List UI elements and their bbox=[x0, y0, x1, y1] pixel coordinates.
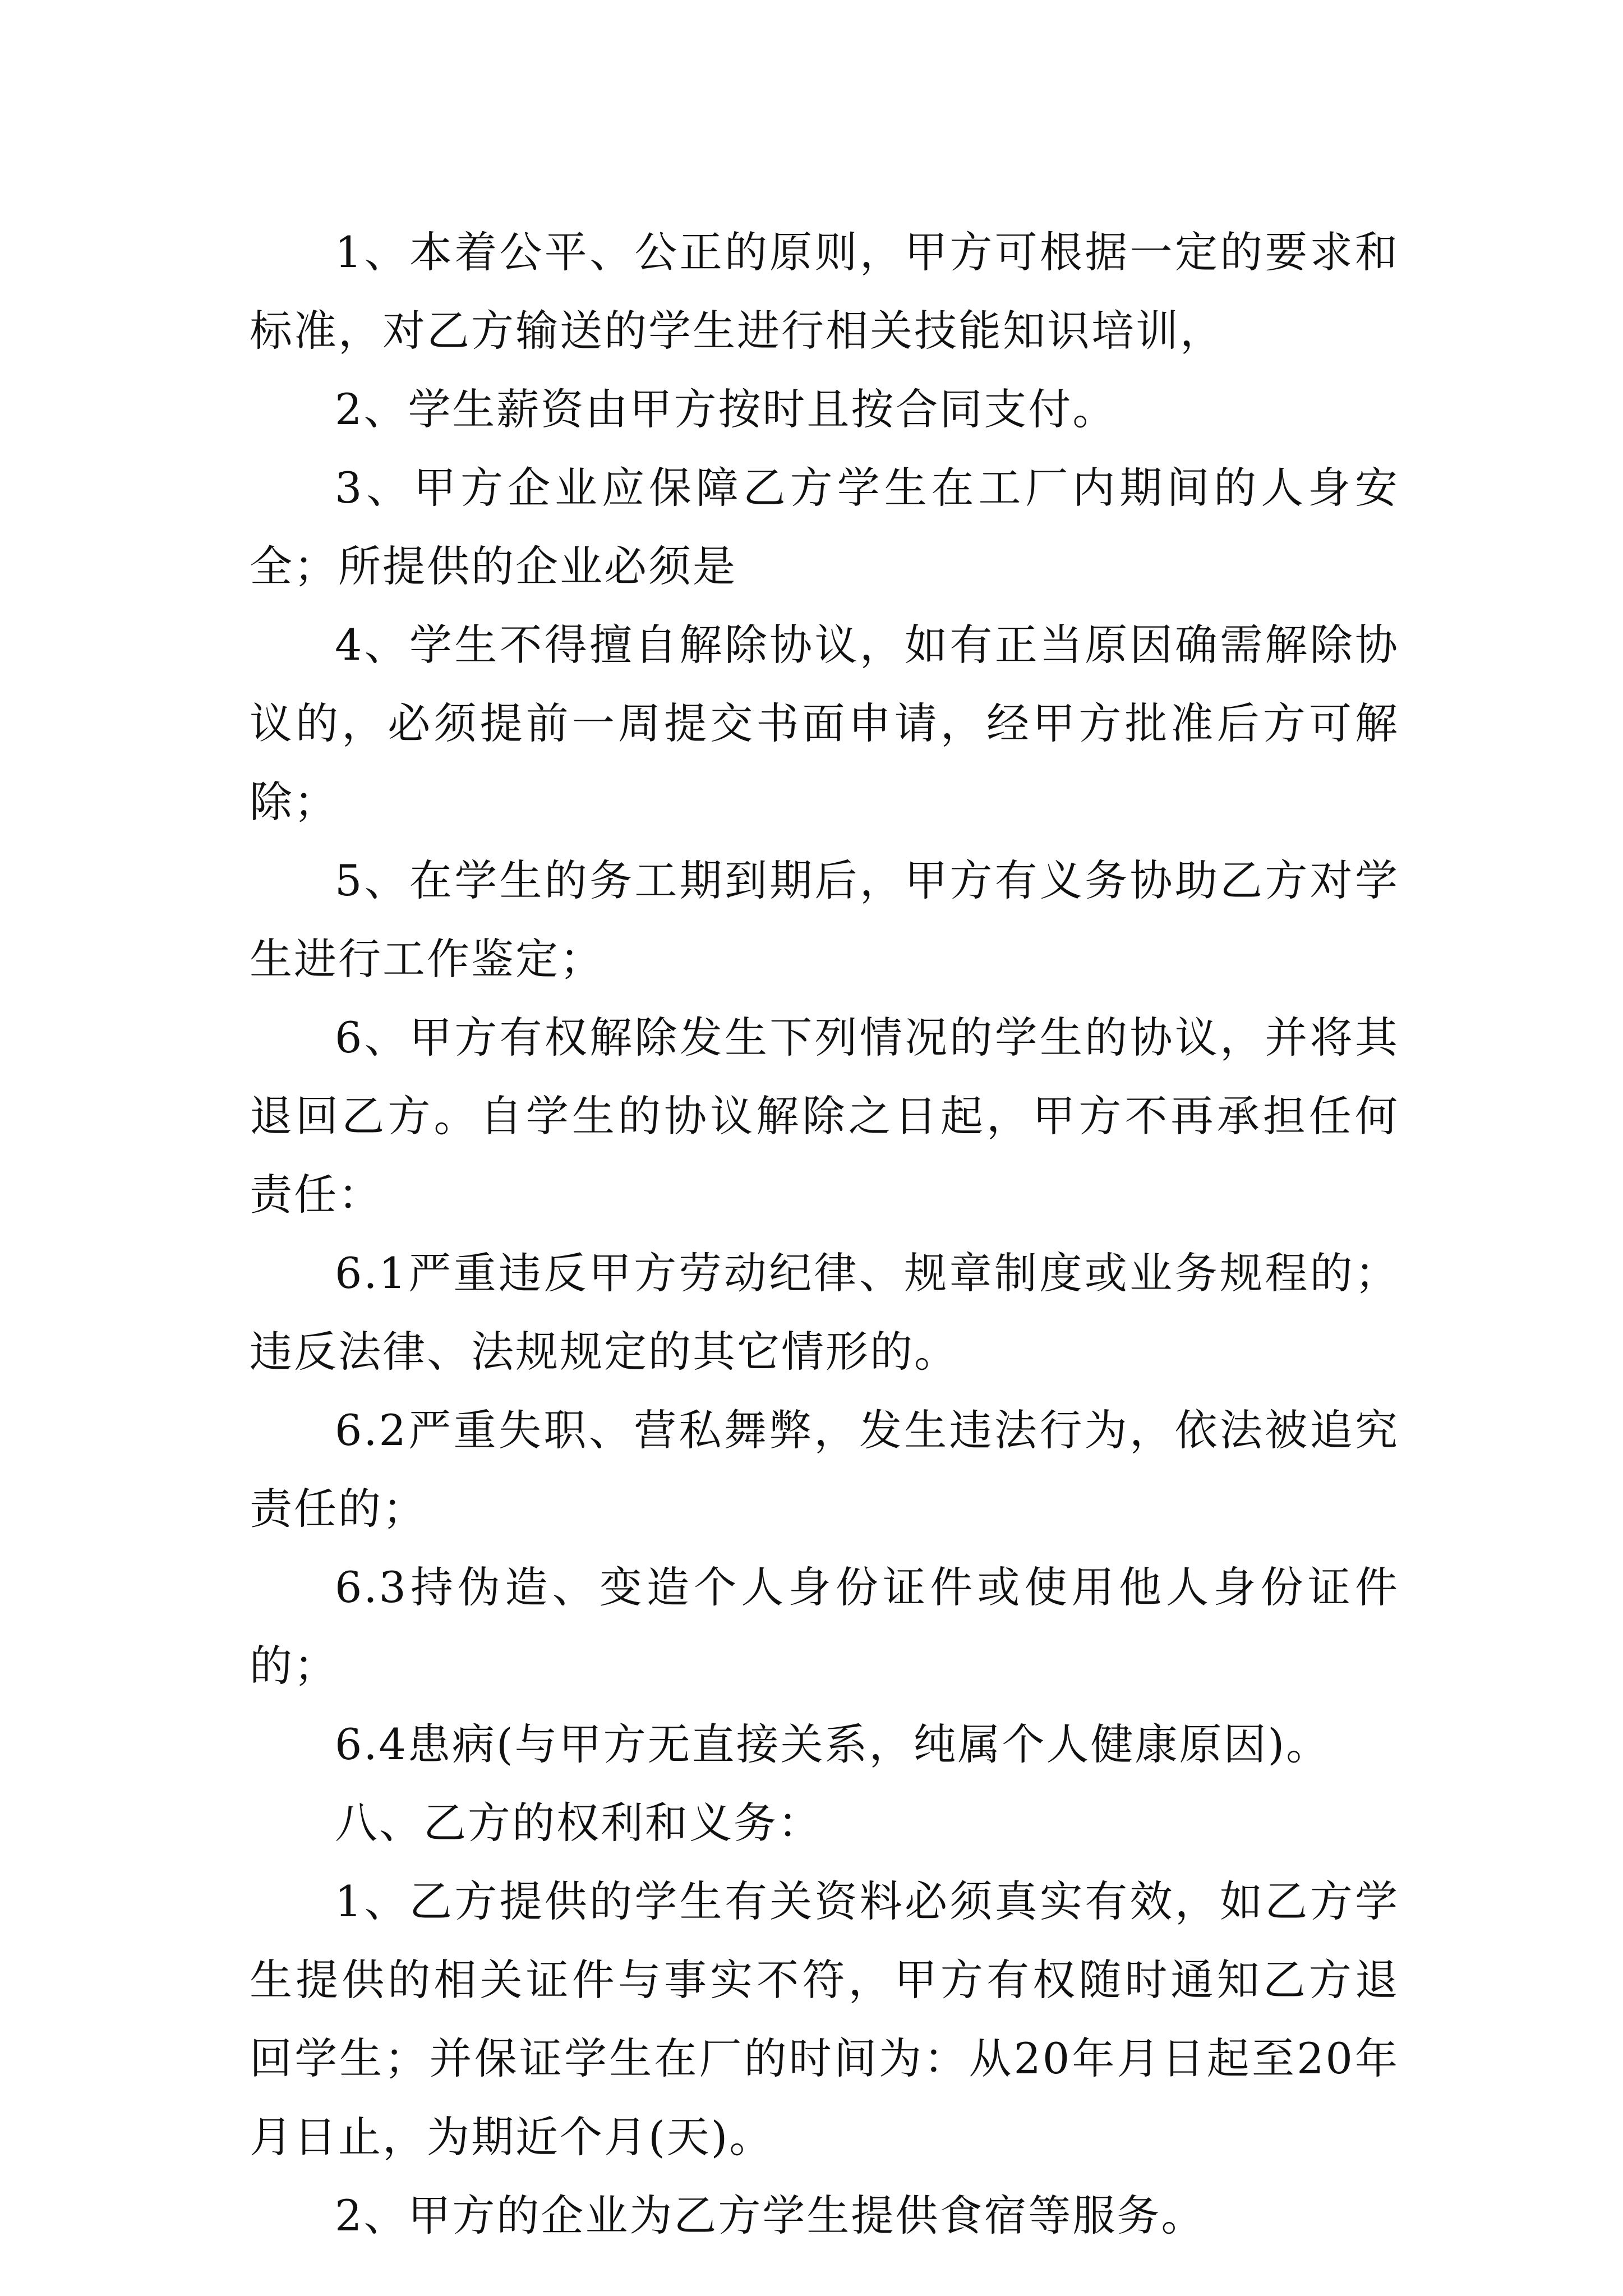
paragraph-1: 1、本着公平、公正的原则，甲方可根据一定的要求和标准，对乙方输送的学生进行相关技能知识培训， bbox=[250, 227, 1399, 356]
paragraph-8-2: 2、甲方的企业为乙方学生提供食宿等服务。 bbox=[335, 2191, 1206, 2240]
paragraph-6-3: 6.3持伪造、变造个人身份证件或使用他人身份证件的； bbox=[250, 1562, 1399, 1691]
paragraph-6: 6、甲方有权解除发生下列情况的学生的协议，并将其退回乙方。自学生的协议解除之日起，甲方不再承担任何责任： bbox=[250, 1013, 1399, 1220]
paragraph-6-4: 6.4患病(与甲方无直接关系，纯属个人健康原因)。 bbox=[335, 1719, 1331, 1769]
paragraph-2: 2、学生薪资由甲方按时且按合同支付。 bbox=[335, 384, 1117, 434]
section-heading-8: 八、乙方的权利和义务： bbox=[335, 1798, 822, 1848]
paragraph-6-1: 6.1严重违反甲方劳动纪律、规章制度或业务规程的；违反法律、法规规定的其它情形的。 bbox=[250, 1248, 1399, 1377]
paragraph-6-2: 6.2严重失职、营私舞弊，发生违法行为，依法被追究责任的； bbox=[250, 1405, 1399, 1534]
document-page bbox=[250, 213, 1399, 2255]
paragraph-8-1: 1、乙方提供的学生有关资料必须真实有效，如乙方学生提供的相关证件与事实不符，甲方有权随时通知乙方退回学生；并保证学生在厂的时间为：从20年月日起至20年月日止，为期近个月(天)。 bbox=[250, 1876, 1399, 2162]
paragraph-4: 4、学生不得擅自解除协议，如有正当原因确需解除协议的，必须提前一周提交书面申请，经甲方批准后方可解除； bbox=[250, 620, 1399, 827]
paragraph-3: 3、甲方企业应保障乙方学生在工厂内期间的人身安全；所提供的企业必须是 bbox=[250, 463, 1399, 591]
paragraph-5: 5、在学生的务工期到期后，甲方有义务协助乙方对学生进行工作鉴定； bbox=[250, 855, 1399, 984]
